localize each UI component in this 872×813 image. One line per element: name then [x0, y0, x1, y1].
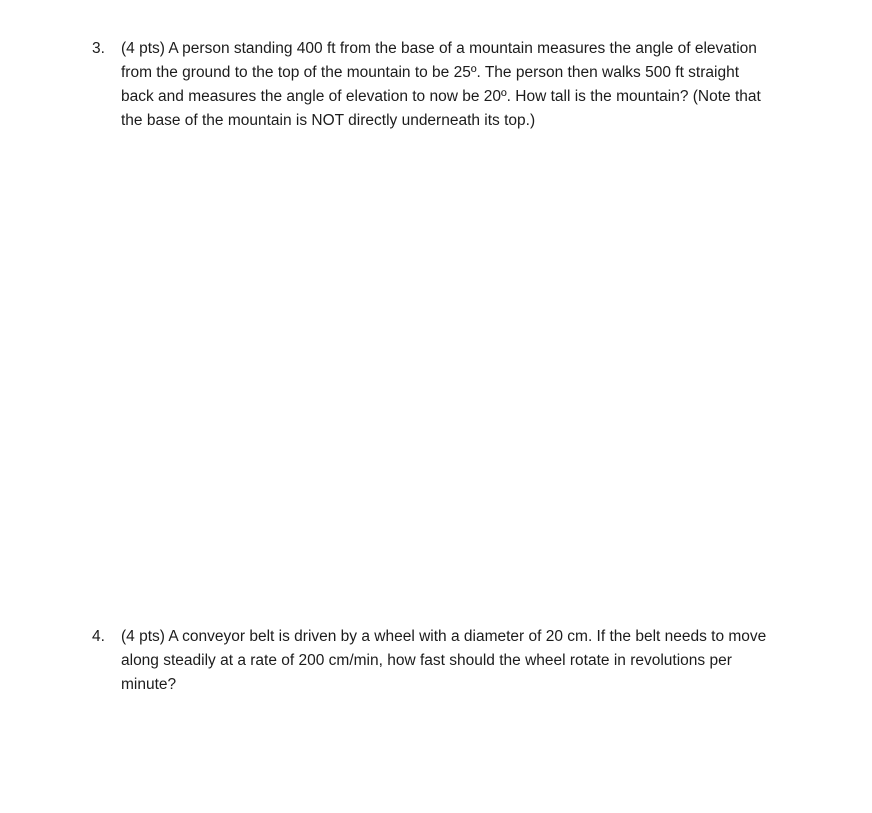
problem-3 — [92, 37, 852, 133]
problem-4 — [92, 625, 852, 697]
problem-text-line: along steadily at a rate of 200 cm/min, how fast should the wheel rotate in revolutions per — [121, 652, 732, 669]
problem-text-line: minute? — [121, 676, 177, 693]
problem-number: 4. — [92, 628, 105, 645]
problem-number: 3. — [92, 40, 105, 57]
problem-text — [121, 625, 852, 697]
problem-text-line: from the ground to the top of the mountain to be 25º. The person then walks 500 ft straight — [121, 64, 740, 81]
problem-text — [121, 37, 852, 133]
problem-text-line: the base of the mountain is NOT directly underneath its top.) — [121, 112, 536, 129]
problem-text-line: (4 pts) A conveyor belt is driven by a wheel with a diameter of 20 cm. If the belt needs to move — [121, 628, 767, 645]
problem-text-line: back and measures the angle of elevation to now be 20º. How tall is the mountain? (Note that — [121, 88, 761, 105]
problem-text-line: (4 pts) A person standing 400 ft from the base of a mountain measures the angle of elevation — [121, 40, 757, 57]
